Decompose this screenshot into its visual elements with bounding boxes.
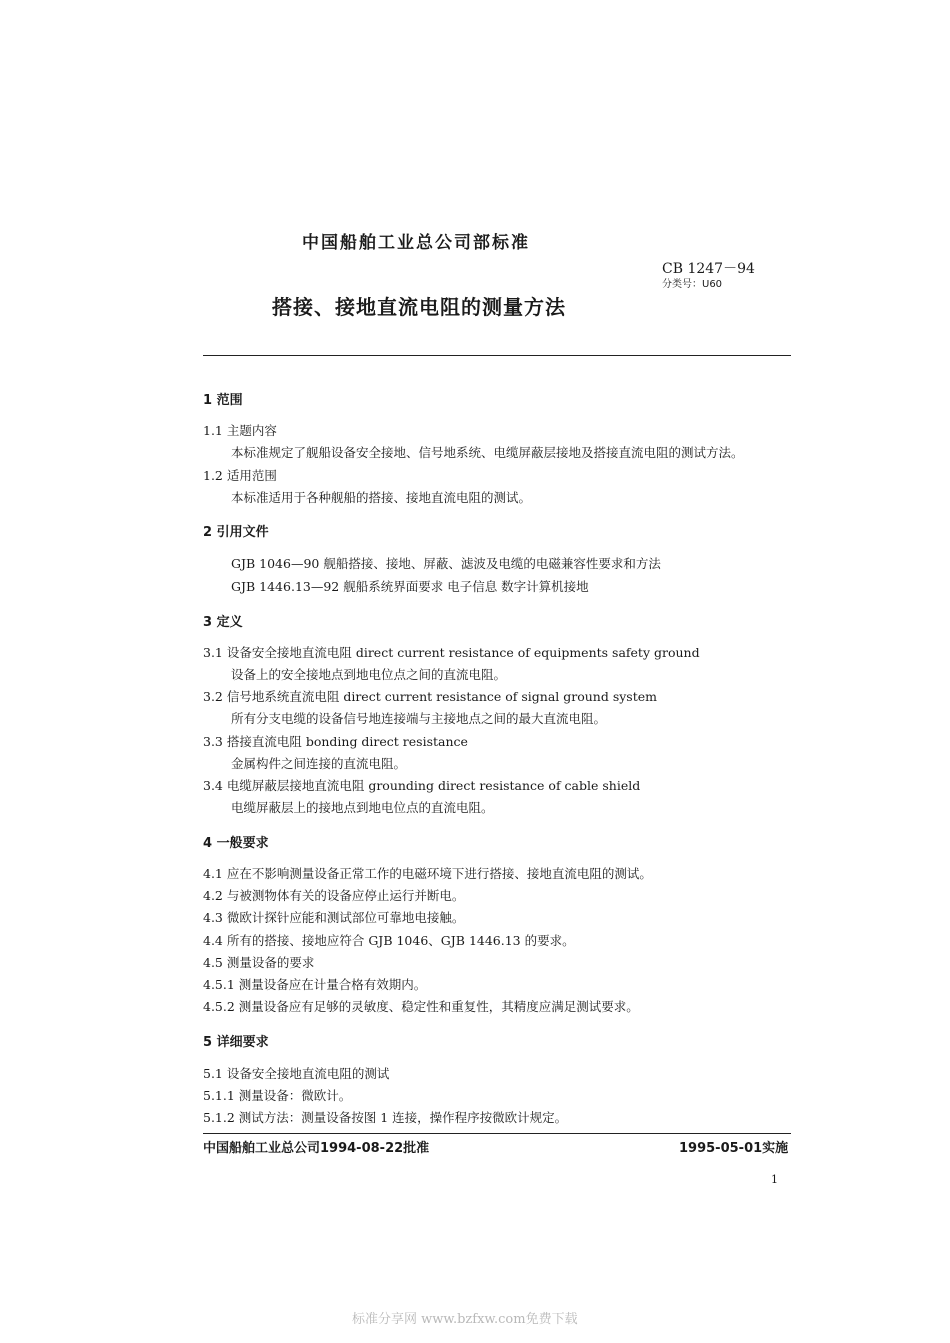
classification-number: 分类号：U60 [662, 279, 723, 290]
detail-5-1-1: 5.1.1 测量设备：微欧计。 [203, 1088, 352, 1103]
section-5-heading: 5 详细要求 [203, 1035, 269, 1050]
definition-3-3-title: 3.3 搭接直流电阻 bonding direct resistance [203, 734, 468, 749]
page-number: 1 [771, 1173, 778, 1186]
reference-gjb-1046: GJB 1046—90 舰船搭接、接地、屏蔽、滤波及电缆的电磁兼容性要求和方法 [231, 556, 661, 571]
requirement-4-1: 4.1 应在不影响测量设备正常工作的电磁环境下进行搭接、接地直流电阻的测试。 [203, 866, 652, 881]
requirement-4-5-1: 4.5.1 测量设备应在计量合格有效期内。 [203, 977, 427, 992]
top-divider [203, 355, 791, 356]
detail-5-1-2: 5.1.2 测试方法：测量设备按图 1 连接，操作程序按微欧计规定。 [203, 1110, 568, 1125]
requirement-4-5-2: 4.5.2 测量设备应有足够的灵敏度、稳定性和重复性，其精度应满足测试要求。 [203, 999, 639, 1014]
definition-3-4-text: 电缆屏蔽层上的接地点到地电位点的直流电阻。 [231, 800, 494, 815]
definition-3-2-text: 所有分支电缆的设备信号地连接端与主接地点之间的最大直流电阻。 [231, 711, 607, 726]
definition-3-2-title: 3.2 信号地系统直流电阻 direct current resistance of signal ground system [203, 689, 657, 704]
bottom-divider [203, 1133, 791, 1134]
document-title: 搭接、接地直流电阻的测量方法 [272, 295, 566, 319]
requirement-4-2: 4.2 与被测物体有关的设备应停止运行并断电。 [203, 888, 465, 903]
definition-3-1-text: 设备上的安全接地点到地电位点之间的直流电阻。 [231, 667, 507, 682]
reference-gjb-1446: GJB 1446.13—92 舰船系统界面要求 电子信息 数字计算机接地 [231, 579, 589, 594]
standard-code: CB 1247－94 [662, 261, 755, 277]
section-1-2-title: 1.2 适用范围 [203, 468, 277, 483]
section-1-2-text: 本标准适用于各种舰船的搭接、接地直流电阻的测试。 [231, 490, 532, 505]
section-1-heading: 1 范围 [203, 393, 243, 408]
section-2-heading: 2 引用文件 [203, 525, 269, 540]
section-1-1-text: 本标准规定了舰船设备安全接地、信号地系统、电缆屏蔽层接地及搭接直流电阻的测试方法。 [231, 445, 744, 460]
section-3-heading: 3 定义 [203, 615, 243, 630]
section-1-1-title: 1.1 主题内容 [203, 423, 277, 438]
approval-date: 中国船舶工业总公司1994-08-22批准 [203, 1141, 430, 1156]
requirement-4-3: 4.3 微欧计探针应能和测试部位可靠地电接触。 [203, 910, 465, 925]
definition-3-1-title: 3.1 设备安全接地直流电阻 direct current resistance of equipments safety ground [203, 645, 700, 660]
definition-3-3-text: 金属构件之间连接的直流电阻。 [231, 756, 407, 771]
requirement-4-4: 4.4 所有的搭接、接地应符合 GJB 1046、GJB 1446.13 的要求。 [203, 933, 575, 948]
watermark-text: 标准分享网 www.bzfxw.com免费下载 [352, 1312, 578, 1327]
section-4-heading: 4 一般要求 [203, 836, 269, 851]
detail-5-1: 5.1 设备安全接地直流电阻的测试 [203, 1066, 390, 1081]
requirement-4-5: 4.5 测量设备的要求 [203, 955, 315, 970]
definition-3-4-title: 3.4 电缆屏蔽层接地直流电阻 grounding direct resistance of cable shield [203, 778, 641, 793]
effective-date: 1995-05-01实施 [679, 1141, 789, 1156]
issuing-organization: 中国船舶工业总公司部标准 [302, 233, 530, 253]
